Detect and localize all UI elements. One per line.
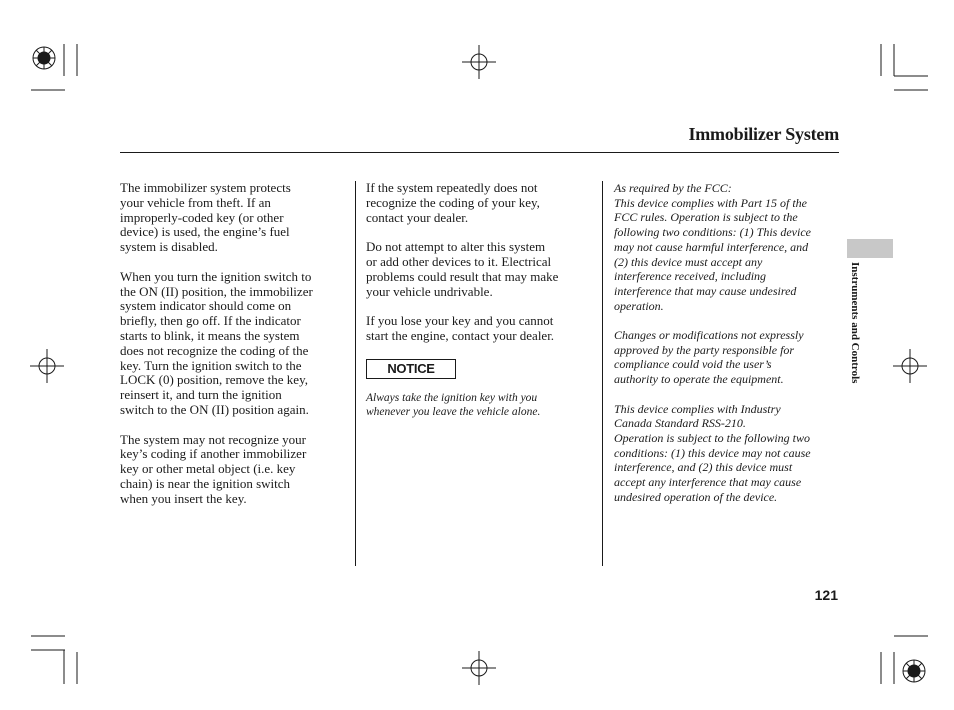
section-thumb-tab bbox=[847, 239, 893, 258]
column-divider-1 bbox=[355, 181, 356, 566]
paragraph-indicator-blink: When you turn the ignition switch to the ON (II) position, the immobilizer system indicator should come on briefly, then go off. If the indicator starts to blink, it means the system does not recognize the coding of the key. Turn the ignition switch to the LOCK (0) position, remove the key, reinsert it, and turn the ignition switch to the ON (II) position again. bbox=[120, 268, 313, 417]
paragraph-key-coding-interference: The system may not recognize your key’s coding if another immobilizer key or other metal object (i.e. key chain) is near the ignition switch when you insert the key. bbox=[120, 431, 307, 506]
title-rule bbox=[120, 152, 839, 153]
paragraph-theft-protection: The immobilizer system protects your vehicle from theft. If an improperly-coded key (or other device) is used, the engine’s fuel system is disabled. bbox=[120, 180, 291, 255]
paragraph-fcc-compliance: As required by the FCC: This device complies with Part 15 of the FCC rules. Operation is subject to the following two conditions: (1) This device may not cause harmful interference, and (2) this device must accept any interference received, including interference that may cause undesired operation. bbox=[614, 181, 811, 313]
paragraph-do-not-alter: Do not attempt to alter this system or add other devices to it. Electrical problems could result that may make your vehicle undrivable. bbox=[366, 239, 559, 299]
registration-target-top bbox=[462, 45, 496, 79]
registration-target-bottom bbox=[462, 651, 496, 685]
notice-text: Always take the ignition key with you whenever you leave the vehicle alone. bbox=[366, 391, 541, 419]
page-title: Immobilizer System bbox=[688, 124, 839, 144]
color-register-wheel-bottom-right bbox=[903, 660, 925, 682]
notice-badge: NOTICE bbox=[366, 359, 456, 379]
text-column-2 bbox=[366, 181, 596, 435]
text-column-3-fcc bbox=[614, 181, 844, 519]
paragraph-lost-key: If you lose your key and you cannot start the engine, contact your dealer. bbox=[366, 313, 555, 343]
paragraph-modifications-warning: Changes or modifications not expressly approved by the party responsible for compliance could void the user’s authority to operate the equipment. bbox=[614, 328, 804, 387]
color-register-wheel-top-left bbox=[33, 47, 55, 69]
page-number: 121 bbox=[814, 587, 838, 603]
section-side-label: Instruments and Controls bbox=[849, 262, 861, 384]
column-divider-2 bbox=[602, 181, 603, 566]
registration-target-left bbox=[30, 349, 64, 383]
paragraph-contact-dealer: If the system repeatedly does not recognize the coding of your key, contact your dealer. bbox=[366, 180, 540, 225]
text-column-1 bbox=[120, 181, 348, 521]
registration-target-right bbox=[893, 349, 927, 383]
paragraph-industry-canada: This device complies with Industry Canada Standard RSS-210. Operation is subject to the following two conditions: (1) this device may not cause interference, and (2) this device must accept any interference that may cause undesired operation of the device. bbox=[614, 401, 811, 504]
